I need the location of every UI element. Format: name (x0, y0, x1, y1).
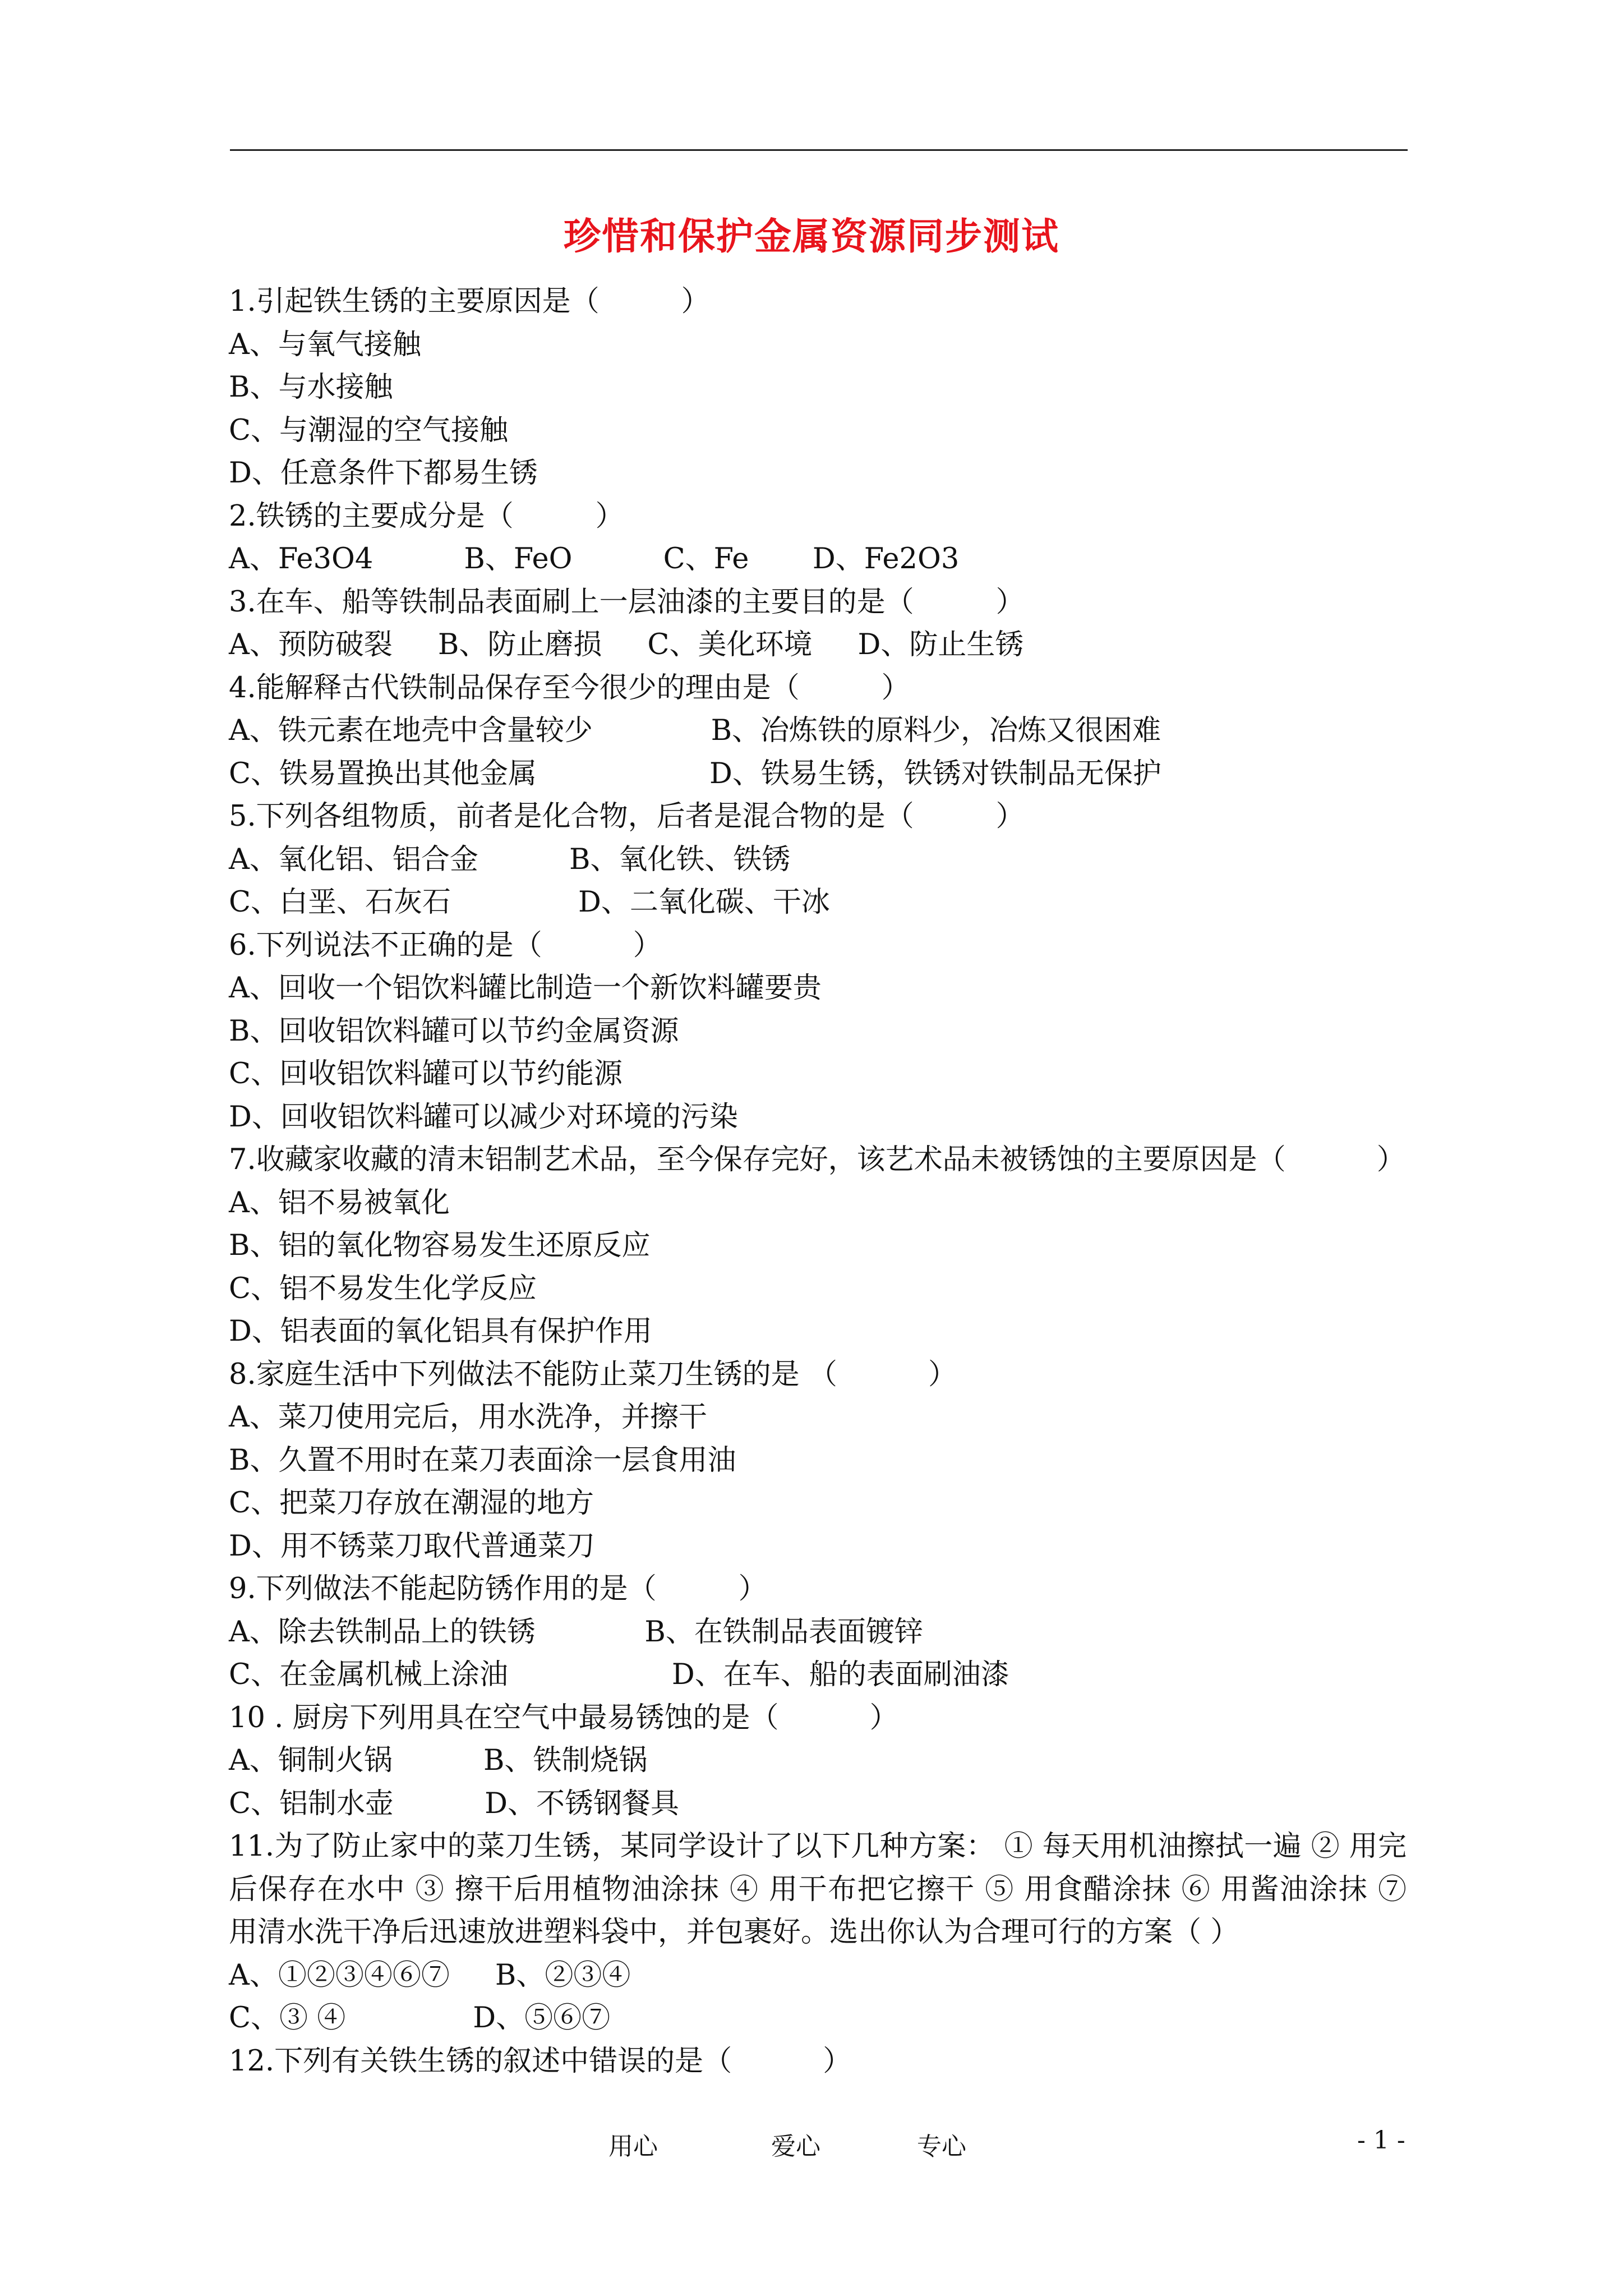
text-line: 8.家庭生活中下列做法不能防止菜刀生锈的是 （ ） (229, 1358, 957, 1391)
text-line: A、预防破裂 B、防止磨损 C、美化环境 D、防止生锈 (229, 628, 1024, 661)
question-11-text: 11.为了防止家中的菜刀生锈，某同学设计了以下几种方案： ① 每天用机油擦拭一遍 ② 用完后保存在水中 ③ 擦干后用植物油涂抹 ④ 用干布把它擦干 ⑤ 用食醋涂抹 ⑥ 用酱油涂抹 ⑦ 用清水洗干净后迅速放进塑料袋中，并包裹好。选出你认为合理可行的方案（ ） (229, 1830, 1407, 1949)
text-line: C、铝不易发生化学反应 (229, 1272, 537, 1305)
text-line: A、铁元素在地壳中含量较少 B、冶炼铁的原料少，冶炼又很困难 (229, 714, 1161, 747)
footer-middle-text: 爱心 (771, 2132, 820, 2161)
text-line: B、与水接触 (229, 371, 393, 404)
text-line: 5.下列各组物质，前者是化合物，后者是混合物的是（ ） (229, 800, 1025, 833)
text-line: A、除去铁制品上的铁锈 B、在铁制品表面镀锌 (229, 1615, 923, 1649)
text-line: C、回收铝饮料罐可以节约能源 (229, 1057, 623, 1091)
text-line: C、铁易置换出其他金属 D、铁易生锈，铁锈对铁制品无保护 (229, 757, 1161, 790)
text-line: C、在金属机械上涂油 D、在车、船的表面刷油漆 (229, 1658, 1009, 1691)
text-line: 1.引起铁生锈的主要原因是（ ） (229, 285, 710, 318)
text-line: B、久置不用时在菜刀表面涂一层食用油 (229, 1443, 736, 1477)
question-body (229, 280, 1407, 2083)
text-line: 2.铁锈的主要成分是（ ） (229, 499, 624, 533)
text-line: 6.下列说法不正确的是（ ） (229, 928, 662, 962)
page-title: 珍惜和保护金属资源同步测试 (564, 215, 1059, 258)
page-number: - 1 - (1357, 2126, 1405, 2155)
text-line: A、Fe3O4 B、FeO C、Fe D、Fe2O3 (229, 542, 960, 576)
text-line: A、铝不易被氧化 (229, 1186, 450, 1220)
text-line: 12.下列有关铁生锈的叙述中错误的是（ ） (229, 2044, 852, 2078)
text-line: D、任意条件下都易生锈 (229, 457, 538, 490)
text-line: A、回收一个铝饮料罐比制造一个新饮料罐要贵 (229, 972, 822, 1005)
text-line: A、菜刀使用完后，用水洗净，并擦干 (229, 1401, 707, 1434)
footer-right-text: 专心 (917, 2132, 966, 2161)
page-footer (0, 2126, 1623, 2165)
text-line: C、白垩、石灰石 D、二氧化碳、干冰 (229, 886, 830, 919)
text-line: C、铝制水壶 D、不锈钢餐具 (229, 1787, 680, 1820)
header-rule (230, 149, 1408, 151)
text-line: 4.能解释古代铁制品保存至今很少的理由是（ ） (229, 671, 910, 705)
text-line: A、与氧气接触 (229, 328, 421, 361)
text-line: C、把菜刀存放在潮湿的地方 (229, 1487, 594, 1520)
text-line: 10 . 厨房下列用具在空气中最易锈蚀的是（ ） (229, 1701, 898, 1734)
text-line: A、①②③④⑥⑦ B、②③④ (229, 1958, 631, 1992)
text-line: 9.下列做法不能起防锈作用的是（ ） (229, 1572, 767, 1605)
text-line: B、铝的氧化物容易发生还原反应 (229, 1229, 651, 1262)
text-line: 3.在车、船等铁制品表面刷上一层油漆的主要目的是（ ） (229, 585, 1025, 619)
text-line: B、回收铝饮料罐可以节约金属资源 (229, 1014, 679, 1048)
text-line: D、用不锈菜刀取代普通菜刀 (229, 1529, 595, 1563)
text-line: A、铜制火锅 B、铁制烧锅 (229, 1744, 648, 1777)
text-line: C、③ ④ D、⑤⑥⑦ (229, 2001, 611, 2035)
footer-left-text: 用心 (608, 2132, 658, 2161)
text-line: D、回收铝饮料罐可以减少对环境的污染 (229, 1100, 738, 1134)
text-line: C、与潮湿的空气接触 (229, 413, 509, 447)
text-line: A、氧化铝、铝合金 B、氧化铁、铁锈 (229, 843, 791, 876)
text-line: D、铝表面的氧化铝具有保护作用 (229, 1315, 652, 1348)
text-line: 7.收藏家收藏的清末铝制艺术品，至今保存完好，该艺术品未被锈蚀的主要原因是（ ） (229, 1143, 1405, 1176)
